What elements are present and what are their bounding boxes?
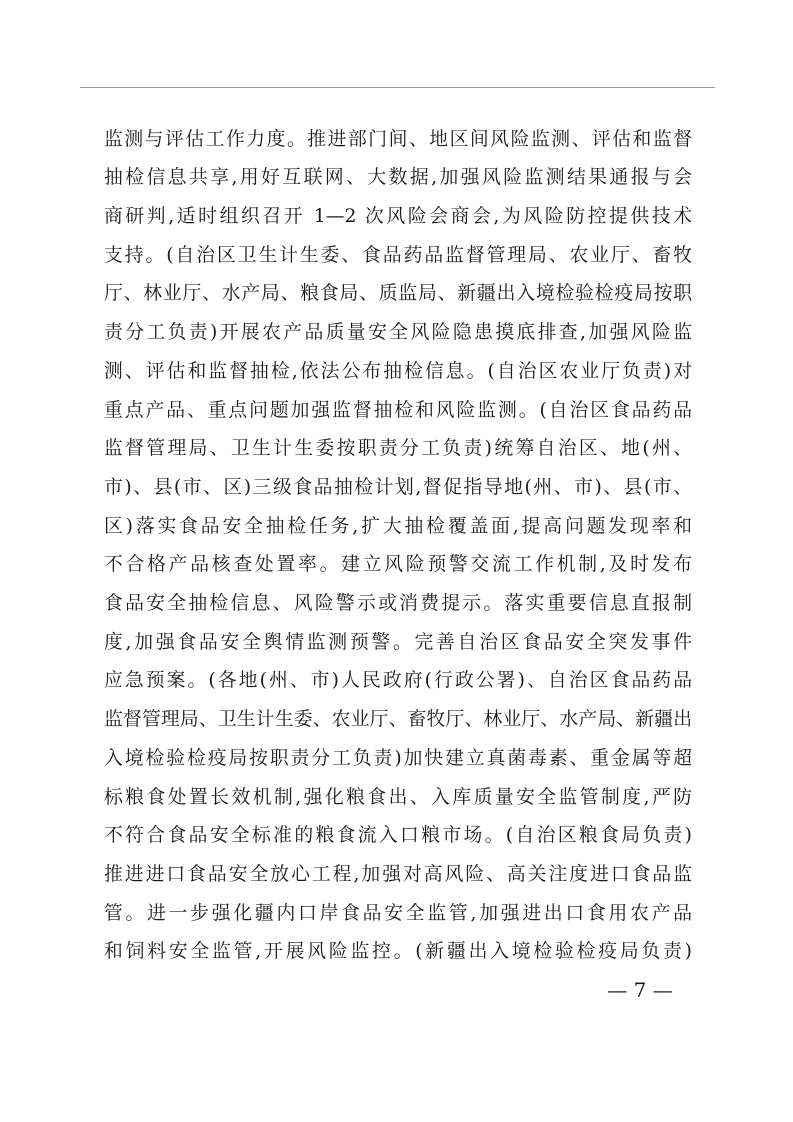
- text-line: 应急预案。(各地(州、市)人民政府(行政公署)、自治区食品药品: [104, 670, 692, 692]
- text-line: 市)、县(市、区)三级食品抽检计划,督促指导地(州、市)、县(市、: [104, 476, 692, 498]
- text-line: 支持。(自治区卫生计生委、食品药品监督管理局、农业厅、畜牧: [104, 244, 692, 266]
- text-line: 入境检验检疫局按职责分工负责)加快建立真菌毒素、重金属等超: [104, 747, 692, 769]
- text-line: 测、评估和监督抽检,依法公布抽检信息。(自治区农业厅负责)对: [104, 360, 692, 382]
- text-line: 监督管理局、卫生计生委按职责分工负责)统筹自治区、地(州、: [104, 438, 692, 460]
- page-number: — 7 —: [607, 978, 673, 1002]
- text-line: 重点产品、重点问题加强监督抽检和风险监测。(自治区食品药品: [104, 399, 692, 421]
- text-line: 和饲料安全监管,开展风险监控。(新疆出入境检验检疫局负责): [104, 941, 692, 963]
- text-line: 区)落实食品安全抽检任务,扩大抽检覆盖面,提高问题发现率和: [104, 515, 692, 537]
- text-line: 商研判,适时组织召开 1—2 次风险会商会,为风险防控提供技术: [104, 206, 692, 227]
- text-line: 食品安全抽检信息、风险警示或消费提示。落实重要信息直报制: [104, 593, 692, 615]
- text-line: 标粮食处置长效机制,强化粮食出、入库质量安全监管制度,严防: [104, 786, 692, 808]
- text-line: 责分工负责)开展农产品质量安全风险隐患摸底排查,加强风险监: [104, 322, 692, 344]
- text-line: 监督管理局、卫生计生委、农业厅、畜牧厅、林业厅、水产局、新疆出: [104, 709, 692, 731]
- text-line: 厅、林业厅、水产局、粮食局、质监局、新疆出入境检验检疫局按职: [104, 283, 692, 305]
- header-rule: [80, 87, 715, 88]
- text-line: 度,加强食品安全舆情监测预警。完善自治区食品安全突发事件: [104, 631, 692, 653]
- text-line: 不符合食品安全标准的粮食流入口粮市场。(自治区粮食局负责): [104, 825, 692, 847]
- text-line: 管。进一步强化疆内口岸食品安全监管,加强进出口食用农产品: [104, 902, 692, 924]
- body-text: [104, 121, 692, 972]
- text-line: 监测与评估工作力度。推进部门间、地区间风险监测、评估和监督: [104, 128, 692, 150]
- text-line: 推进进口食品安全放心工程,加强对高风险、高关注度进口食品监: [104, 863, 692, 885]
- text-line: 不合格产品核查处置率。建立风险预警交流工作机制,及时发布: [104, 554, 692, 576]
- text-line: 抽检信息共享,用好互联网、大数据,加强风险监测结果通报与会: [104, 167, 692, 189]
